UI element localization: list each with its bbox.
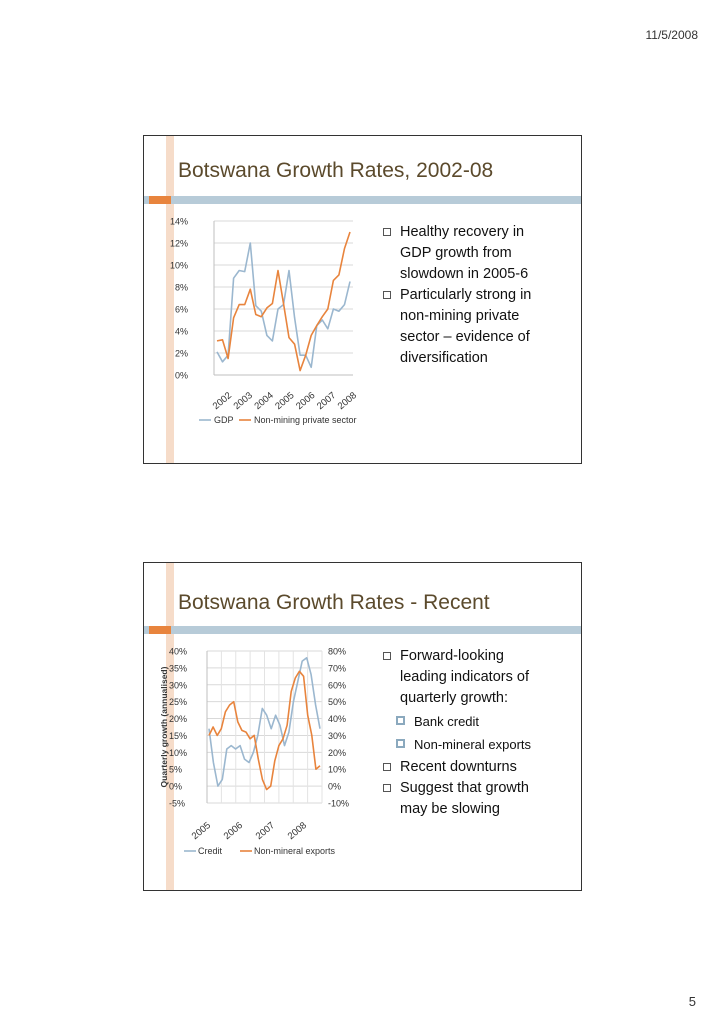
bullet-square-icon xyxy=(383,652,391,660)
slide-accent-square xyxy=(149,626,171,634)
bullet-text: Recent downturns xyxy=(400,759,517,775)
bullet-text: Suggest that growth xyxy=(400,780,529,796)
bullet-text: Bank credit xyxy=(414,714,480,729)
slide-accent-bar-horizontal xyxy=(144,196,581,204)
bullet-text: leading indicators of xyxy=(400,669,529,685)
bullet-text: diversification xyxy=(400,350,488,366)
legend-label: Non-mining private sector xyxy=(254,415,357,425)
bullet-square-icon xyxy=(383,763,391,771)
y-tick-label: 14% xyxy=(169,216,188,227)
y-right-tick-label: 50% xyxy=(328,697,347,708)
bullet-text: quarterly growth: xyxy=(400,690,508,706)
bullet-text: may be slowing xyxy=(400,801,500,817)
sub-bullet-item xyxy=(382,734,578,755)
bullet-text: Non-mineral exports xyxy=(414,737,532,752)
bullet-item xyxy=(382,285,578,369)
legend-label: Credit xyxy=(198,846,223,856)
y-left-tick-label: -5% xyxy=(169,798,186,809)
sub-bullet-square-icon xyxy=(396,739,405,748)
legend-label: GDP xyxy=(214,415,234,425)
y-left-tick-label: 5% xyxy=(169,764,183,775)
x-tick-label: 2004 xyxy=(252,390,276,413)
y-right-tick-label: 0% xyxy=(328,781,342,792)
bullet-item xyxy=(382,222,578,285)
x-tick-label: 2006 xyxy=(294,390,318,413)
bullet-list xyxy=(382,646,578,820)
y-tick-label: 6% xyxy=(174,304,188,315)
bullet-square-icon xyxy=(383,784,391,792)
bullet-square-icon xyxy=(383,291,391,299)
bullet-text: Forward-looking xyxy=(400,648,504,664)
sub-bullet-square-icon xyxy=(396,716,405,725)
y-left-tick-label: 30% xyxy=(169,680,188,691)
y-right-tick-label: 60% xyxy=(328,680,347,691)
legend-label: Non-mineral exports xyxy=(254,846,336,856)
x-tick-label: 2007 xyxy=(314,390,339,413)
y-right-tick-label: 30% xyxy=(328,730,347,741)
x-tick-label: 2008 xyxy=(335,390,360,413)
y-right-tick-label: 80% xyxy=(328,646,347,657)
bullet-text: GDP growth from xyxy=(400,245,512,261)
y-left-tick-label: 35% xyxy=(169,663,188,674)
print-date: 11/5/2008 xyxy=(645,28,698,42)
bullet-text: Particularly strong in xyxy=(400,287,532,303)
slide-1 xyxy=(143,135,582,464)
page-number: 5 xyxy=(688,994,696,1009)
bullet-item xyxy=(382,646,578,709)
gdp-growth-chart xyxy=(166,212,406,442)
y-left-tick-label: 40% xyxy=(169,646,188,657)
slide-title: Botswana Growth Rates, 2002-08 xyxy=(178,159,494,182)
y-tick-label: 12% xyxy=(169,238,188,249)
y-left-tick-label: 25% xyxy=(169,697,188,708)
y-right-tick-label: 10% xyxy=(328,764,347,775)
y-left-tick-label: 15% xyxy=(169,730,188,741)
y-tick-label: 2% xyxy=(174,348,188,359)
y-left-tick-label: 0% xyxy=(169,781,183,792)
y-left-tick-label: 10% xyxy=(169,747,188,758)
recent-growth-chart xyxy=(158,641,388,866)
series-line xyxy=(217,232,350,371)
bullet-square-icon xyxy=(383,228,391,236)
bullet-item xyxy=(382,778,578,820)
slide-2 xyxy=(143,562,582,891)
y-left-tick-label: 20% xyxy=(169,714,188,725)
bullet-list xyxy=(382,222,578,369)
x-tick-label: 2006 xyxy=(221,820,246,843)
x-tick-label: 2005 xyxy=(189,820,214,843)
bullet-text: Healthy recovery in xyxy=(400,224,525,240)
bullet-text: sector – evidence of xyxy=(400,329,530,345)
x-tick-label: 2007 xyxy=(253,820,278,843)
sub-bullet-item xyxy=(382,711,578,732)
y-tick-label: 8% xyxy=(174,282,188,293)
slide-accent-square xyxy=(149,196,171,204)
bullet-item xyxy=(382,757,578,778)
y-tick-label: 10% xyxy=(169,260,188,271)
slide-accent-bar-horizontal xyxy=(144,626,581,634)
y-axis-title: Quarterly growth (annualised) xyxy=(159,666,169,788)
x-tick-label: 2008 xyxy=(285,820,310,843)
x-tick-label: 2002 xyxy=(210,390,235,413)
y-right-tick-label: 40% xyxy=(328,714,347,725)
slide-title: Botswana Growth Rates - Recent xyxy=(178,591,490,614)
y-tick-label: 4% xyxy=(174,326,188,337)
y-right-tick-label: 70% xyxy=(328,663,347,674)
x-tick-label: 2005 xyxy=(273,390,297,413)
bullet-text: non-mining private xyxy=(400,308,520,324)
x-tick-label: 2003 xyxy=(231,390,255,413)
y-tick-label: 0% xyxy=(174,370,188,381)
bullet-text: slowdown in 2005-6 xyxy=(400,266,529,282)
y-right-tick-label: -10% xyxy=(328,798,350,809)
y-right-tick-label: 20% xyxy=(328,747,347,758)
